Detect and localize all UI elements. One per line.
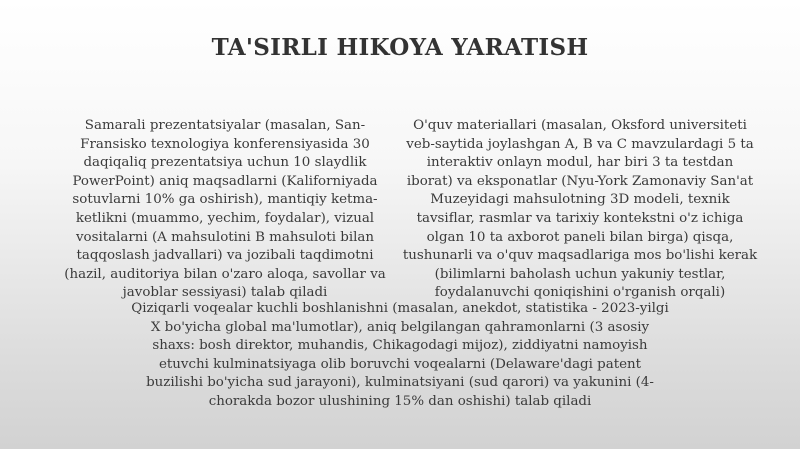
- text-block-presentations: Samarali prezentatsiyalar (masalan, San-Fransisko texnologiya konferensiyasida 30 daqiqaliq prezentatsiya uchun 10 slaydlik PowerPoint) aniq maqsadlarni (Kaliforniyada sotuvlarni 10% ga oshirish), mantiqiy ketma-ketlikni (muammo, yechim, foydalar), vizual vositalarni (A mahsulotini B mahsuloti bilan taqqoslash jadvallari) va jozibali taqdimotni (hazil, auditoriya bilan o'zaro aloqa, savollar va javoblar sessiyasi) talab qiladi: [64, 118, 386, 301]
- text-block-storytelling: Qiziqarli voqealar kuchli boshlanishni (masalan, anekdot, statistika - 2023-yilgi X bo'yicha global ma'lumotlar), aniq belgilangan qahramonlarni (3 asosiy shaxs: bosh direktor, muhandis, Chikagodagi mijoz), ziddiyatni namoyish etuvchi kulminatsiyaga olib boruvchi voqealarni (Delaware'dagi patent buzilishi bo'yicha sud jarayoni), kulminatsiyani (sud qarori) va yakunini (4-chorakda bozor ulushining 15% dan oshishi) talab qiladi: [131, 301, 669, 409]
- slide-title: TA'SIRLI HIKOYA YARATISH: [211, 34, 589, 61]
- text-block-learning-materials: O'quv materiallari (masalan, Oksford universiteti veb-saytida joylashgan A, B va C mavzulardagi 5 ta interaktiv onlayn modul, har biri 3 ta testdan iborat) va eksponatlar (Nyu-York Zamonaviy San'at Muzeyidagi mahsulotning 3D modeli, texnik tavsiflar, rasmlar va tarixiy kontekstni o'z ichiga olgan 10 ta axborot paneli bilan birga) qisqa, tushunarli va o'quv maqsadlariga mos bo'lishi kerak (bilimlarni baholash uchun yakuniy testlar, foydalanuvchi qoniqishini o'rganish orqali): [402, 118, 758, 301]
